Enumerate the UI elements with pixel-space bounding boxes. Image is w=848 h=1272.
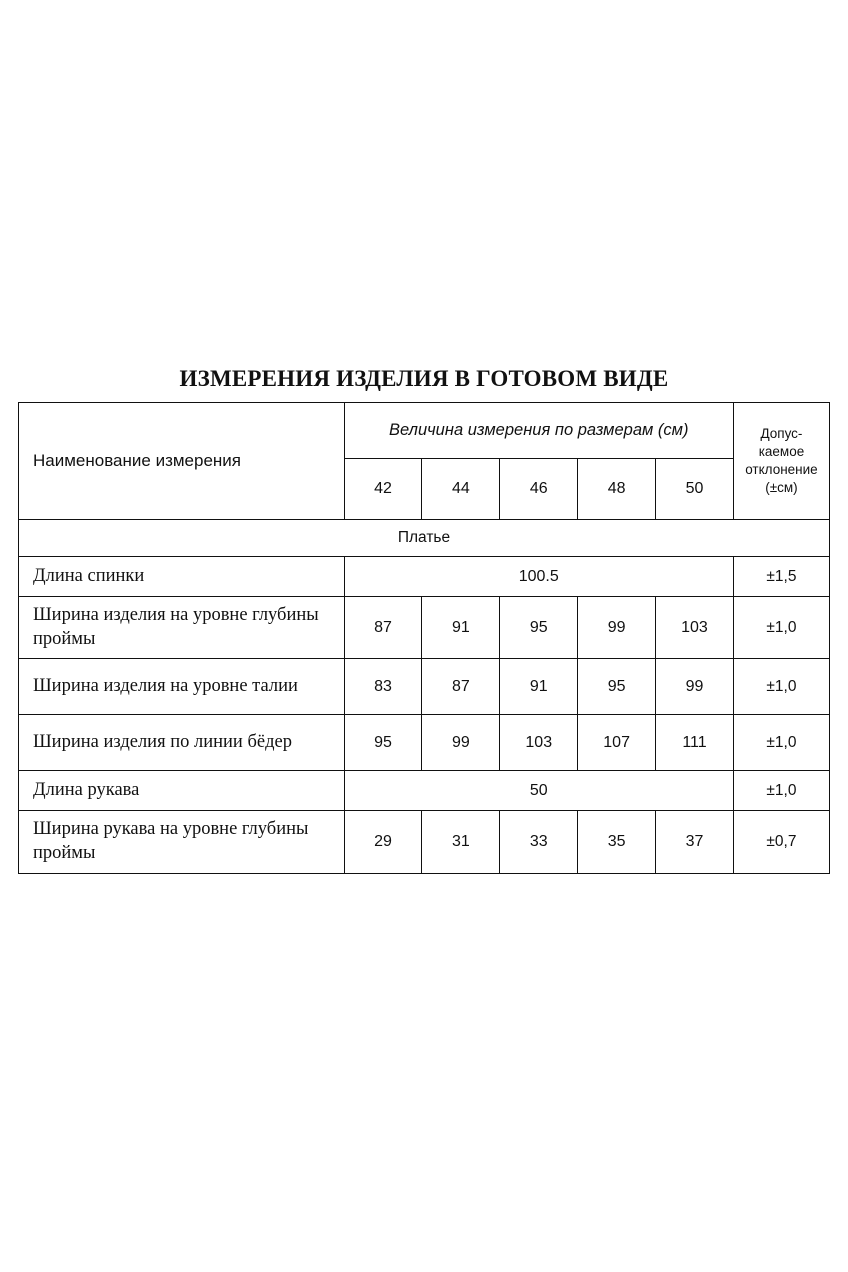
row-label-sleeve-width: Ширина рукава на уровне глубины проймы (19, 811, 345, 873)
measurements-table-wrapper (18, 402, 830, 874)
row-deviation-sleeve-length: ±1,0 (733, 771, 829, 811)
header-size-42: 42 (344, 458, 422, 519)
row-value-waist-width-44: 87 (422, 659, 500, 715)
row-value-chest-width-48: 99 (578, 597, 656, 659)
table-row (19, 771, 830, 811)
row-value-sleeve-width-42: 29 (344, 811, 422, 873)
measurements-table (18, 402, 830, 874)
row-value-waist-width-48: 95 (578, 659, 656, 715)
header-size-50: 50 (656, 458, 734, 519)
header-deviation-line4: (±см) (765, 480, 798, 496)
table-header-row-top (19, 403, 830, 459)
row-deviation-chest-width: ±1,0 (733, 597, 829, 659)
row-label-hip-width: Ширина изделия по линии бёдер (19, 715, 345, 771)
row-value-back-length-all-sizes: 100.5 (344, 557, 733, 597)
row-label-back-length: Длина спинки (19, 557, 345, 597)
header-size-44: 44 (422, 458, 500, 519)
row-value-hip-width-46: 103 (500, 715, 578, 771)
table-row (19, 659, 830, 715)
row-value-sleeve-width-48: 35 (578, 811, 656, 873)
row-value-waist-width-46: 91 (500, 659, 578, 715)
row-value-chest-width-42: 87 (344, 597, 422, 659)
row-label-waist-width: Ширина изделия на уровне талии (19, 659, 345, 715)
table-row (19, 811, 830, 873)
row-value-hip-width-44: 99 (422, 715, 500, 771)
header-deviation-line3: отклонение (745, 462, 818, 477)
row-value-waist-width-42: 83 (344, 659, 422, 715)
row-value-chest-width-50: 103 (656, 597, 734, 659)
row-value-hip-width-50: 111 (656, 715, 734, 771)
row-label-sleeve-length: Длина рукава (19, 771, 345, 811)
row-deviation-sleeve-width: ±0,7 (733, 811, 829, 873)
row-value-hip-width-42: 95 (344, 715, 422, 771)
row-value-waist-width-50: 99 (656, 659, 734, 715)
row-deviation-waist-width: ±1,0 (733, 659, 829, 715)
table-row (19, 715, 830, 771)
row-value-chest-width-46: 95 (500, 597, 578, 659)
header-size-46: 46 (500, 458, 578, 519)
header-size-48: 48 (578, 458, 656, 519)
row-deviation-back-length: ±1,5 (733, 557, 829, 597)
row-label-chest-width: Ширина изделия на уровне глубины проймы (19, 597, 345, 659)
header-sizes-group: Величина измерения по размерам (см) (344, 403, 733, 459)
row-deviation-hip-width: ±1,0 (733, 715, 829, 771)
row-value-sleeve-length-all-sizes: 50 (344, 771, 733, 811)
section-label-dress: Платье (19, 520, 830, 557)
header-measurement-name: Наименование измерения (19, 403, 345, 520)
row-value-sleeve-width-44: 31 (422, 811, 500, 873)
table-row (19, 597, 830, 659)
section-row-product (19, 520, 830, 557)
row-value-sleeve-width-50: 37 (656, 811, 734, 873)
header-deviation-line2: каемое (758, 443, 805, 459)
row-value-sleeve-width-46: 33 (500, 811, 578, 873)
header-deviation (733, 403, 829, 520)
header-deviation-line1: Допус- (760, 425, 803, 441)
row-value-hip-width-48: 107 (578, 715, 656, 771)
page-title: ИЗМЕРЕНИЯ ИЗДЕЛИЯ В ГОТОВОМ ВИДЕ (179, 366, 669, 391)
row-value-chest-width-44: 91 (422, 597, 500, 659)
table-row (19, 557, 830, 597)
